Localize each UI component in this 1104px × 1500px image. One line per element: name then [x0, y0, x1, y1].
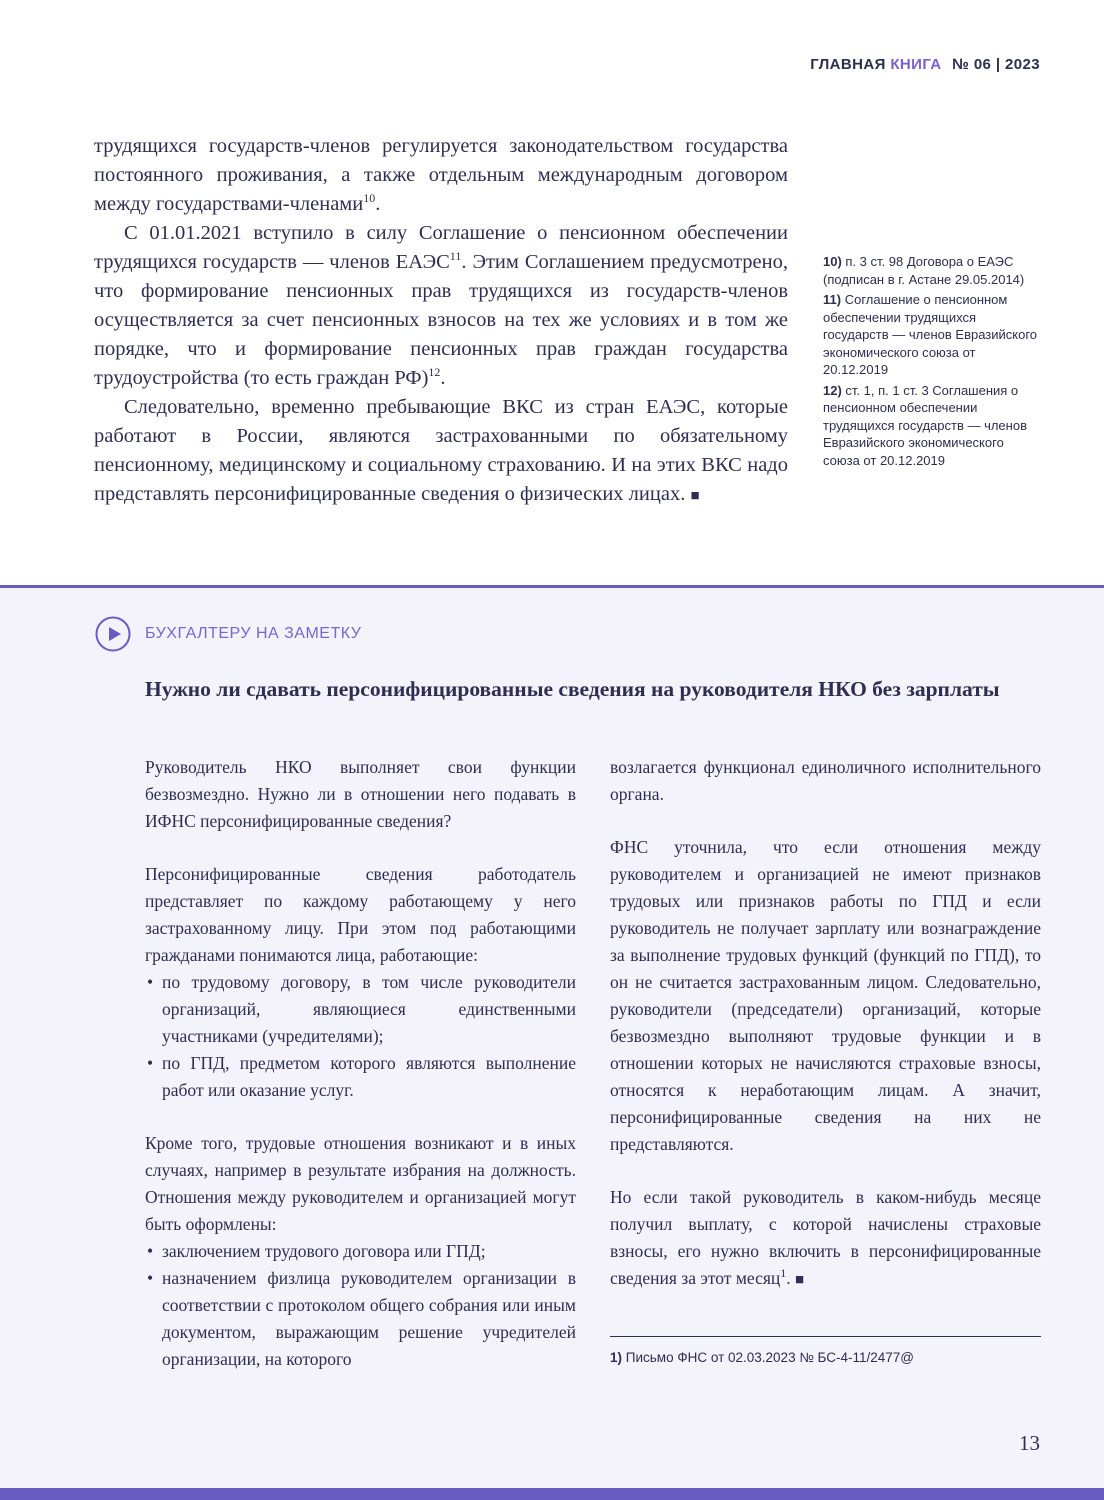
spacer: [145, 835, 576, 861]
end-of-article-mark: ■: [690, 488, 700, 504]
note-left-column: [145, 754, 576, 1373]
footnote-text: п. 3 ст. 98 Договора о ЕАЭС (подписан в г. Астане 29.05.2014): [823, 254, 1025, 287]
page-number: 13: [1019, 1431, 1040, 1455]
footnote-divider: [610, 1336, 1041, 1337]
bottom-accent-bar: [0, 1488, 1104, 1500]
paragraph-text: .: [440, 367, 446, 389]
footnote-ref-10: 10: [363, 191, 376, 206]
note-columns: [145, 754, 1041, 1373]
end-of-article-mark: ■: [795, 1272, 805, 1288]
spacer: [610, 808, 1041, 834]
bullet-item: • по трудовому договору, в том числе руководители организаций, являющиеся единственными участниками (учредителями);: [145, 969, 576, 1050]
bullet-list: [145, 1238, 576, 1373]
footnote-ref-11: 11: [449, 249, 462, 264]
footnote-text: Письмо ФНС от 02.03.2023 № БС-4-11/2477@: [625, 1350, 915, 1365]
paragraph: Кроме того, трудовые отношения возникают и в иных случаях, например в результате избрания на должность. Отношения между руководителем и организацией могут быть оформлены:: [145, 1133, 576, 1234]
paragraph: возлагается функционал единоличного исполнительного органа.: [610, 757, 1041, 804]
footnote-number: 10): [823, 254, 842, 269]
accountant-note-section: [0, 585, 1104, 1488]
note-right-column: [610, 754, 1041, 1373]
main-article: [94, 132, 788, 511]
footnote-12: [823, 382, 1043, 470]
issue-number: № 06 | 2023: [952, 56, 1040, 73]
play-icon: [95, 616, 131, 652]
footnote-ref-12: 12: [428, 365, 441, 380]
bullet-item: • по ГПД, предметом которого являются выполнение работ или оказание услуг.: [145, 1050, 576, 1104]
brand-glavnaya: ГЛАВНАЯ: [810, 56, 886, 73]
paragraph-text: .: [786, 1268, 796, 1288]
footnote-ref-1: 1: [780, 1266, 787, 1281]
page-header: [810, 56, 1040, 73]
footnote-number: 12): [823, 382, 842, 398]
footnote-10: [823, 253, 1043, 288]
paragraph-text: трудящихся государств-членов регулируется законодательством государства постоянного проживания, а также отдельным международным договором между государствами-членами: [94, 135, 788, 215]
lead-question: Руководитель НКО выполняет свои функции безвозмездно. Нужно ли в отношении него подавать в ИФНС персонифицированные сведения?: [145, 757, 576, 831]
bullet-item: • заключением трудового договора или ГПД;: [145, 1238, 576, 1265]
bullet-list: [145, 969, 576, 1104]
paragraph-text: . Этим Соглашением предусмотрено, что формирование пенсионных прав трудящихся из государств-членов осуществляется за счет пенсионных взносов на тех же условиях и в том же порядке, что и формирование пенсионных прав граждан государства трудоустройства (то есть граждан РФ): [94, 251, 788, 389]
note-title: Нужно ли сдавать персонифицированные сведения на руководителя НКО без зарплаты: [145, 677, 1000, 701]
spacer: [610, 1158, 1041, 1184]
section-kicker-label: БУХГАЛТЕРУ НА ЗАМЕТКУ: [145, 625, 362, 642]
footnote-text: ст. 1, п. 1 ст. 3 Соглашения о пенсионном обеспечении трудящихся государств — членов Евразийского экономического союза от 20.12.2019: [823, 382, 1027, 468]
brand-kniga: КНИГА: [890, 56, 942, 73]
paragraph: Персонифицированные сведения работодатель представляет по каждому работающему у него застрахованному лицу. При этом под работающими гражданами понимаются лица, работающие:: [145, 864, 576, 965]
sidebar-footnotes: [823, 253, 1043, 472]
paragraph: [94, 393, 788, 511]
paragraph: [94, 219, 788, 393]
paragraph-text: Следовательно, временно пребывающие ВКС из стран ЕАЭС, которые работают в России, являются застрахованными по обязательному пенсионному, медицинскому и социальному страхованию. И на этих ВКС надо представлять персонифицированные сведения о физических лицах.: [94, 396, 788, 505]
spacer: [145, 1104, 576, 1130]
footnote-number: 1): [610, 1350, 623, 1365]
paragraph: ФНС уточнила, что если отношения между руководителем и организацией не имеют признаков трудовых или признаков работы по ГПД и если руководитель не получает зарплату или вознаграждение за выполнение трудовых функций (функций по ГПД), то он не считается застрахованным лицом. Следовательно, руководители (председатели) организаций, которые безвозмездно выполняют трудовые функции и в отношении которых не начисляются страховые взносы, относятся к неработающим лицам. А значит, персонифицированные сведения на них не представляются.: [610, 837, 1041, 1154]
bullet-item: • назначением физлица руководителем организации в соответствии с протоколом общего собрания или иным документом, выражающим решение учредителей организации, на которого: [145, 1265, 576, 1373]
section-kicker-row: [95, 616, 361, 652]
paragraph-text: С 01.01.2021 вступило в силу Соглашение о пенсионном обеспечении трудящихся государств — членов ЕАЭС: [94, 222, 788, 273]
footnote-text: Соглашение о пенсионном обеспечении трудящихся государств — членов Евразийского экономического союза от 20.12.2019: [823, 292, 1038, 377]
paragraph: [610, 1184, 1041, 1294]
paragraph: [94, 132, 788, 219]
footnote-11: [823, 291, 1043, 379]
footnote-number: 11): [823, 292, 842, 307]
paragraph-text: .: [375, 193, 381, 215]
footnote-1: [610, 1349, 1041, 1367]
paragraph-text: Но если такой руководитель в каком-нибудь месяце получил выплату, с которой начислены страховые взносы, его нужно включить в персонифицированные сведения за этот месяц: [610, 1187, 1041, 1288]
